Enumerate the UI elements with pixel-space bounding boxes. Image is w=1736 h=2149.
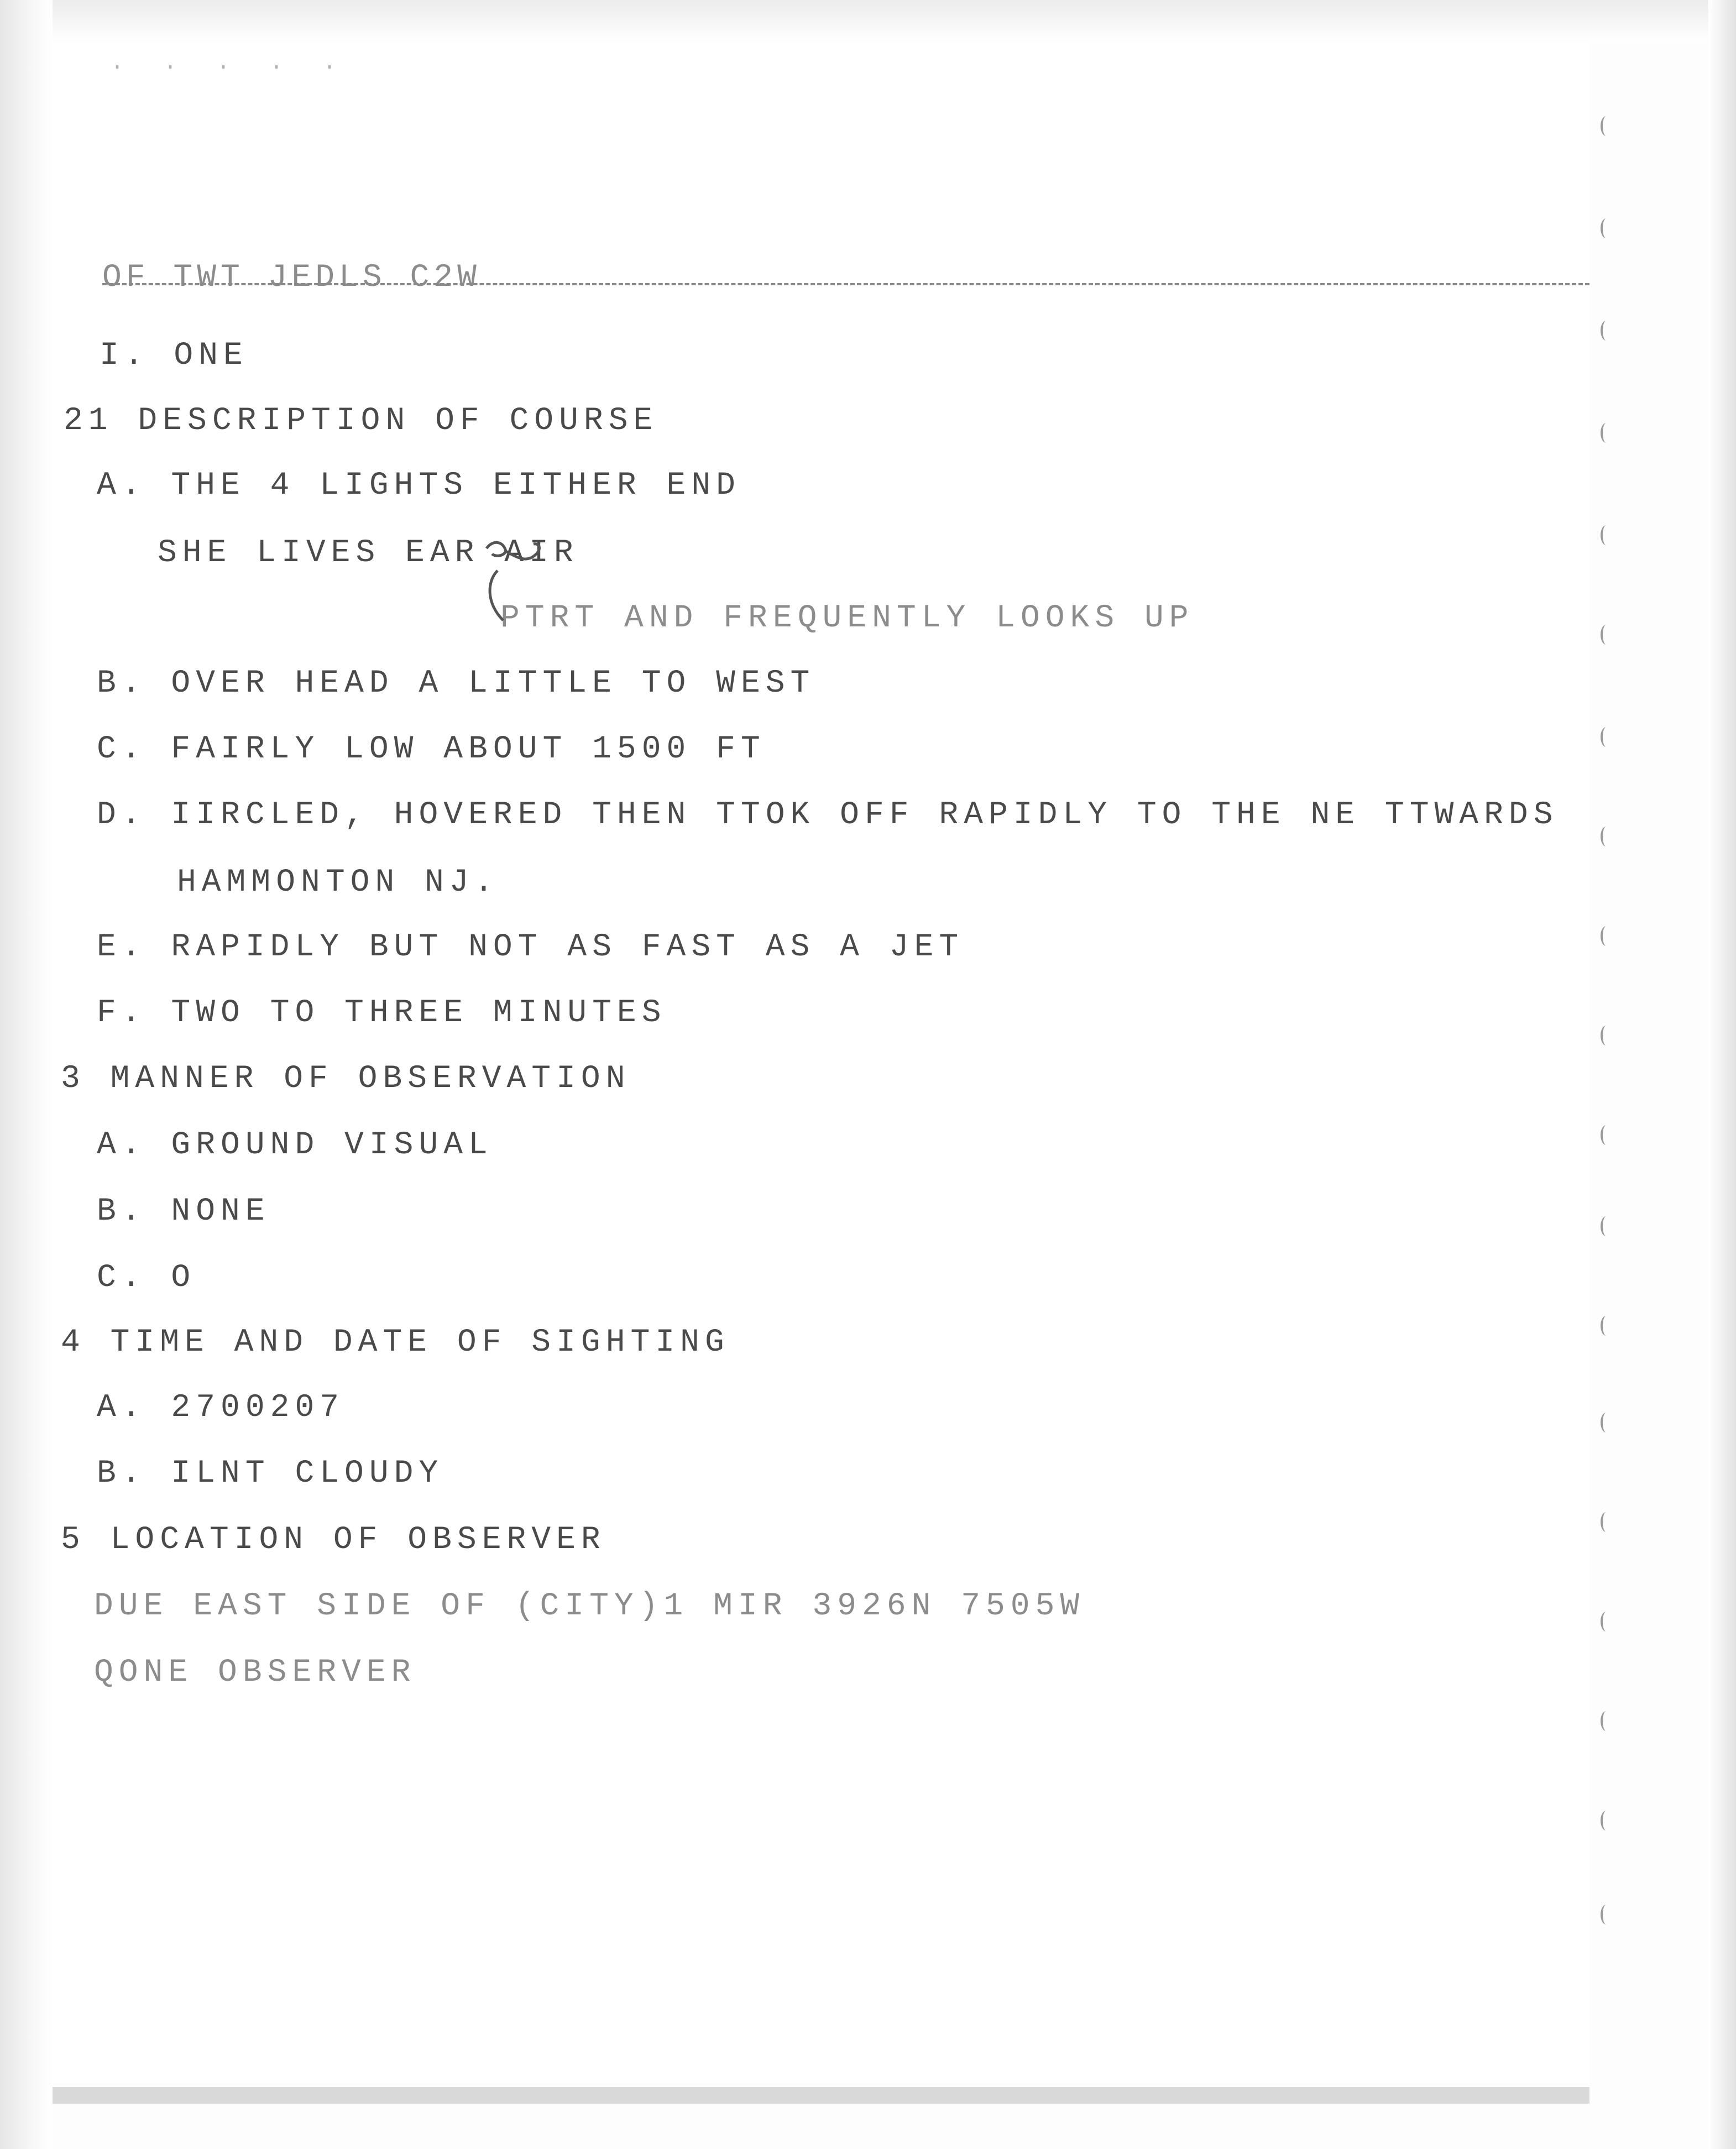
item-4a: A. 2700207	[97, 1390, 345, 1426]
punch-mark	[1601, 525, 1612, 545]
page-edge-top	[0, 0, 1736, 43]
section-4-heading: 4 TIME AND DATE OF SIGHTING	[61, 1325, 730, 1361]
item-2a: A. THE 4 LIGHTS EITHER END	[97, 468, 741, 504]
message-header: OF TWT JEDLS C2W	[102, 260, 481, 296]
header-rule	[102, 283, 1589, 285]
item-2e: E. RAPIDLY BUT NOT AS FAST AS A JET	[97, 929, 964, 965]
item-2d-cont: HAMMONTON NJ.	[177, 865, 499, 901]
punch-mark	[1601, 1216, 1612, 1236]
punch-mark	[1601, 423, 1612, 443]
punch-mark	[1601, 1711, 1612, 1731]
item-4b: B. ILNT CLOUDY	[97, 1456, 444, 1492]
item-3a: A. GROUND VISUAL	[97, 1127, 493, 1163]
page-edge-left	[0, 0, 53, 2149]
item-2a-cont-2: PTRT AND FREQUENTLY LOOKS UP	[500, 600, 1194, 636]
punch-mark	[1601, 727, 1612, 747]
section-5-heading: 5 LOCATION OF OBSERVER	[61, 1522, 606, 1558]
item-1: I. ONE	[100, 338, 248, 374]
handwritten-correction-mark	[481, 537, 564, 626]
punch-mark	[1601, 1316, 1612, 1336]
item-5-location: DUE EAST SIDE OF (CITY)1 MIR 3926N 7505W	[94, 1588, 1085, 1624]
section-2-heading: 21 DESCRIPTION OF COURSE	[64, 403, 658, 439]
punch-mark	[1601, 321, 1612, 341]
item-3c: C. O	[97, 1260, 196, 1296]
punch-mark	[1601, 116, 1612, 136]
punch-mark	[1601, 1512, 1612, 1532]
item-3b: B. NONE	[97, 1194, 270, 1230]
item-2c: C. FAIRLY LOW ABOUT 1500 FT	[97, 731, 766, 767]
punch-mark	[1601, 926, 1612, 946]
page-edge-bottom	[53, 2087, 1589, 2104]
punch-mark	[1601, 1026, 1612, 1045]
item-2f: F. TWO TO THREE MINUTES	[97, 995, 667, 1031]
punch-mark	[1601, 1811, 1612, 1831]
punch-mark	[1601, 827, 1612, 846]
page-edge-right	[1708, 0, 1736, 2149]
punch-mark	[1601, 1612, 1612, 1632]
punch-mark	[1601, 1413, 1612, 1432]
item-2b: B. OVER HEAD A LITTLE TO WEST	[97, 666, 815, 702]
item-6-observer: QONE OBSERVER	[94, 1655, 416, 1691]
punch-mark	[1601, 1125, 1612, 1145]
punch-mark	[1601, 218, 1612, 238]
section-3-heading: 3 MANNER OF OBSERVATION	[61, 1061, 631, 1097]
item-2d: D. IIRCLED, HOVERED THEN TTOK OFF RAPIDLY TO THE NE TTWARDS	[97, 797, 1559, 833]
punch-mark	[1601, 625, 1612, 645]
punch-mark	[1601, 1905, 1612, 1925]
smudge-marks: · · · · ·	[111, 55, 350, 80]
item-2a-cont-1: SHE LIVES EAR AIR	[158, 535, 579, 571]
